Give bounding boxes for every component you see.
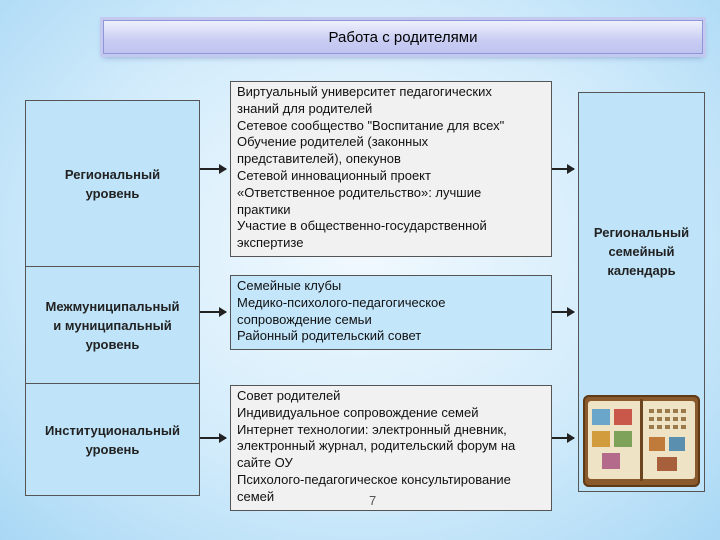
- calendar-label: Региональный семейный календарь: [593, 225, 690, 278]
- calendar-grid-cell: [657, 417, 662, 421]
- content-line: Сетевой инновационный проект: [237, 167, 431, 183]
- photo-thumb: [614, 409, 632, 425]
- content-line: Совет родителей: [237, 388, 341, 403]
- calendar-grid-cell: [673, 417, 678, 421]
- calendar-grid-cell: [649, 417, 654, 421]
- content-municipal: [230, 275, 552, 350]
- content-line: представителей), опекунов: [237, 151, 401, 167]
- book-left-page: [588, 401, 640, 479]
- arrow-municipal-to-content: [200, 311, 226, 313]
- arrow-regional-to-content: [200, 168, 226, 170]
- level-regional-label: Региональный уровень: [64, 166, 161, 201]
- photo-thumb: [669, 437, 685, 451]
- calendar-grid-cell: [681, 409, 686, 413]
- content-institutional: [230, 385, 552, 511]
- calendar-grid-cell: [673, 425, 678, 429]
- photo-thumb: [592, 409, 610, 425]
- content-line: Виртуальный университет педагогических: [237, 84, 492, 99]
- calendar-grid-cell: [657, 425, 662, 429]
- arrow-regional-content-to-calendar: [552, 168, 574, 170]
- calendar-grid-cell: [665, 417, 670, 421]
- photo-thumb: [649, 437, 665, 451]
- diagram-title: Работа с родителями: [328, 28, 478, 46]
- arrow-institutional-to-content: [200, 437, 226, 439]
- content-line: Обучение родителей (законных: [237, 134, 429, 150]
- content-line: Индивидуальное сопровождение семей: [237, 404, 479, 420]
- content-line: электронный журнал, родительский форум на: [237, 438, 516, 454]
- level-institutional-label: Институциональный уровень: [45, 422, 180, 457]
- level-regional: [25, 100, 200, 267]
- content-line: Районный родительский совет: [237, 328, 422, 344]
- content-line: Психолого-педагогическое консультирование: [237, 471, 511, 487]
- photo-thumb: [657, 457, 677, 471]
- content-line: экспертизе: [237, 235, 304, 251]
- content-line: сопровождение семьи: [237, 311, 372, 327]
- book-right-page: [643, 401, 695, 479]
- calendar-box: [578, 92, 705, 492]
- calendar-grid-cell: [673, 409, 678, 413]
- photo-thumb: [614, 431, 632, 447]
- content-line: знаний для родителей: [237, 100, 373, 116]
- content-line: «Ответственное родительство»: лучшие: [237, 184, 482, 200]
- title-banner: [103, 20, 703, 54]
- arrow-institutional-content-to-calendar: [552, 437, 574, 439]
- content-line: сайте ОУ: [237, 455, 293, 471]
- calendar-grid-cell: [665, 425, 670, 429]
- calendar-grid-cell: [665, 409, 670, 413]
- content-line: практики: [237, 201, 291, 217]
- calendar-book-illustration: [583, 395, 700, 487]
- arrow-municipal-content-to-calendar: [552, 311, 574, 313]
- content-regional: [230, 81, 552, 257]
- photo-thumb: [592, 431, 610, 447]
- calendar-grid-cell: [649, 425, 654, 429]
- content-line: Интернет технологии: электронный дневник,: [237, 421, 507, 437]
- calendar-grid-cell: [649, 409, 654, 413]
- calendar-grid-cell: [657, 409, 662, 413]
- content-line: Участие в общественно-государственной: [237, 218, 487, 234]
- content-line: семей: [237, 488, 275, 504]
- level-institutional: [25, 383, 200, 496]
- photo-thumb: [602, 453, 620, 469]
- content-line: Медико-психолого-педагогическое: [237, 294, 446, 310]
- level-municipal-label: Межмуниципальный и муниципальный уровень: [45, 298, 180, 352]
- page-number: 7: [369, 493, 377, 508]
- content-line: Сетевое сообщество "Воспитание для всех": [237, 117, 505, 133]
- calendar-grid-cell: [681, 425, 686, 429]
- content-line: Семейные клубы: [237, 278, 342, 293]
- calendar-grid-cell: [681, 417, 686, 421]
- level-municipal: [25, 266, 200, 384]
